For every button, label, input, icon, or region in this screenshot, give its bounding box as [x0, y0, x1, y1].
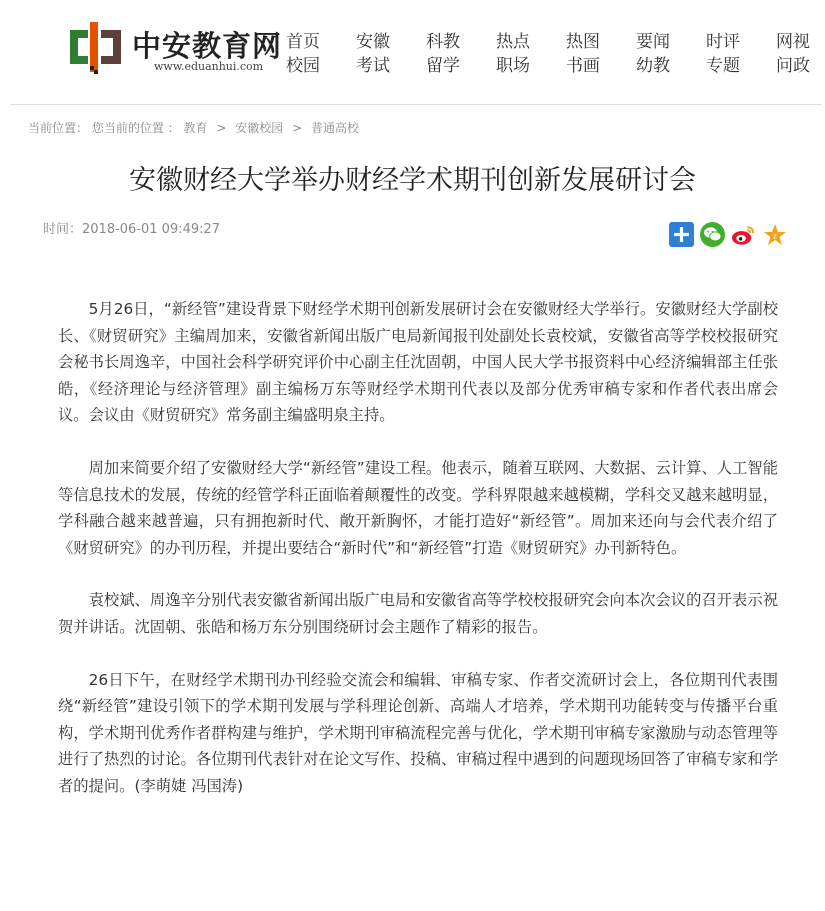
weibo-icon	[731, 224, 756, 246]
logo-title: 中安教育网	[132, 29, 283, 63]
logo-mark-icon	[68, 20, 124, 74]
article-title: 安徽财经大学举办财经学术期刊创新发展研讨会	[129, 165, 696, 196]
header-divider	[10, 104, 822, 105]
nav-link-study-abroad[interactable]: 留学	[426, 56, 460, 76]
nav-link-campus[interactable]: 校园	[286, 56, 320, 76]
share-bar	[669, 222, 787, 247]
nav-link-special[interactable]: 专题	[706, 56, 740, 76]
share-more-button[interactable]	[669, 222, 694, 247]
publish-time: 时间：2018-06-01 09:49:27	[43, 222, 221, 237]
favorite-star-icon	[763, 223, 787, 247]
site-header	[0, 0, 825, 100]
nav-link-science[interactable]: 科教	[426, 32, 460, 52]
article-paragraph: 周加来简要介绍了安徽财经大学“新经管”建设工程。他表示，随着互联网、大数据、云计算、人工智能等信息技术的发展，传统的经管学科正面临着颠覆性的改变。学科界限越来越模糊，学科交叉越来越明显，学科融合越来越普遍，只有拥抱新时代、敞开新胸怀，才能打造好“新经管”。周加来还向与会代表介绍了《财贸研究》的办刊历程，并提出要结合“新时代”和“新经管”打造《财贸研究》办刊新特色。	[58, 458, 778, 557]
breadcrumb-link-education[interactable]: 教育	[183, 121, 208, 135]
nav-link-hot-pics[interactable]: 热图	[566, 32, 600, 52]
breadcrumb-prefix: 当前位置：	[28, 121, 89, 135]
breadcrumb-link-anhui-campus[interactable]: 安徽校园	[235, 121, 284, 135]
nav-link-hot[interactable]: 热点	[496, 32, 530, 52]
main-nav	[282, 30, 825, 78]
plus-share-icon	[673, 226, 690, 243]
nav-link-calligraphy[interactable]: 书画	[566, 56, 600, 76]
share-wechat-button[interactable]	[700, 222, 725, 247]
site-logo[interactable]	[68, 20, 283, 74]
nav-link-politics[interactable]: 问政	[776, 56, 810, 76]
article-paragraph: 5月26日，“新经管”建设背景下财经学术期刊创新发展研讨会在安徽财经大学举行。安徽财经大学副校长、《财贸研究》主编周加来，安徽省新闻出版广电局新闻报刊处副处长袁校斌，安徽省高等学校校报研究会秘书长周逸辛，中国社会科学研究评价中心副主任沈固朝，中国人民大学书报资料中心经济编辑部主任张皓，《经济理论与经济管理》副主编杨万东等财经学术期刊代表以及部分优秀审稿专家和作者代表出席会议。会议由《财贸研究》常务副主编盛明泉主持。	[58, 300, 778, 425]
nav-item-2	[352, 30, 422, 78]
nav-item-1	[282, 30, 352, 78]
logo-url: www.eduanhui.com	[154, 60, 264, 73]
article-body	[58, 296, 778, 826]
nav-link-commentary[interactable]: 时评	[706, 32, 740, 52]
nav-item-3	[422, 30, 492, 78]
nav-link-home[interactable]: 首页	[286, 32, 320, 52]
breadcrumb-separator: >	[292, 121, 303, 135]
nav-link-career[interactable]: 职场	[496, 56, 530, 76]
wechat-icon	[703, 226, 722, 243]
article-paragraph: 袁校斌、周逸辛分别代表安徽省新闻出版广电局和安徽省高等学校校报研究会向本次会议的召开表示祝贺并讲话。沈固朝、张皓和杨万东分别围绕研讨会主题作了精彩的报告。	[58, 591, 778, 636]
nav-item-6	[632, 30, 702, 78]
nav-item-8	[772, 30, 825, 78]
nav-item-7	[702, 30, 772, 78]
nav-item-5	[562, 30, 632, 78]
svg-text:z: z	[772, 232, 777, 240]
share-favorite-button[interactable]	[762, 222, 787, 247]
nav-link-news[interactable]: 要闻	[636, 32, 670, 52]
breadcrumb-link-universities[interactable]: 普通高校	[310, 121, 359, 135]
breadcrumb-separator: >	[216, 121, 227, 135]
breadcrumb	[28, 119, 359, 136]
nav-item-4	[492, 30, 562, 78]
breadcrumb-label: 您当前的位置 ：	[91, 121, 180, 135]
nav-link-anhui[interactable]: 安徽	[356, 32, 390, 52]
nav-link-preschool[interactable]: 幼教	[636, 56, 670, 76]
nav-link-exam[interactable]: 考试	[356, 56, 390, 76]
nav-link-video[interactable]: 网视	[776, 32, 810, 52]
share-weibo-button[interactable]	[731, 222, 756, 247]
article-paragraph: 26日下午，在财经学术期刊办刊经验交流会和编辑、审稿专家、作者交流研讨会上，各位期刊代表围绕“新经管”建设引领下的学术期刊发展与学科理论创新、高端人才培养，学术期刊功能转变与传播平台重构，学术期刊优秀作者群构建与维护，学术期刊审稿流程完善与优化，学术期刊审稿专家激励与动态管理等进行了热烈的讨论。各位期刊代表针对在论文写作、投稿、审稿过程中遇到的问题现场回答了审稿专家和学者的提问。(李萌婕 冯国涛)	[58, 670, 778, 795]
